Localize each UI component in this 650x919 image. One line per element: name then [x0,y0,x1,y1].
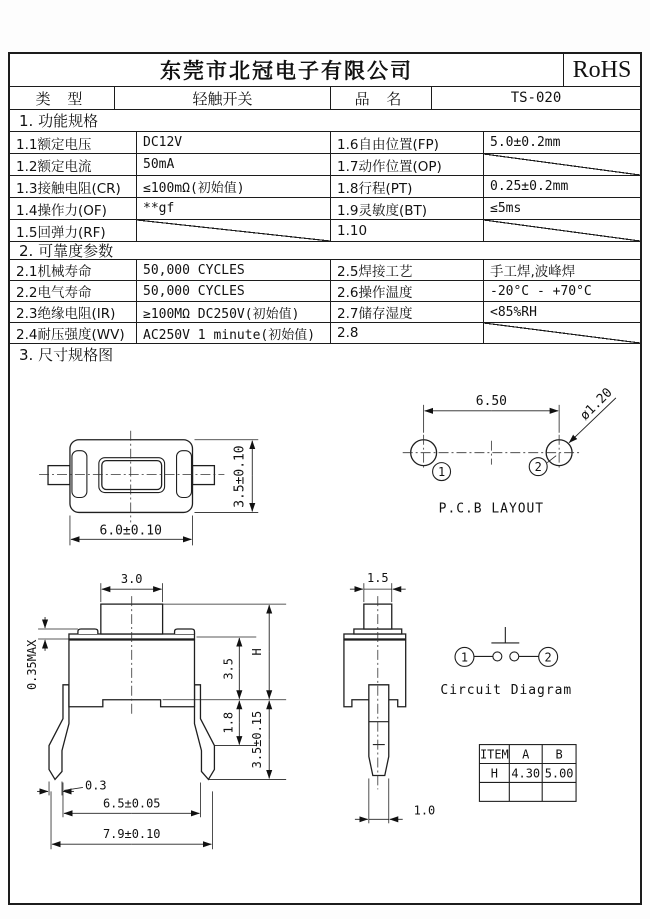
header-row [10,54,640,87]
datasheet-document [8,52,642,905]
type-row [10,87,640,110]
spec-row [10,323,640,344]
spec-value: **gf [137,198,331,219]
section-2-title: 2. 可靠度参数 [10,242,640,260]
front-lower-height-dim: 1.8 [221,711,236,734]
spec-label: 1.2额定电流 [10,154,137,175]
front-view-drawing [25,572,286,849]
spec-value: DC12V [137,132,331,153]
spec-value: AC250V 1 minute(初始值) [137,323,331,343]
top-view-height-dim: 3.5±0.10 [232,445,248,508]
pcb-layout-caption: P.C.B LAYOUT [438,501,545,517]
spec-value: 50,000 CYCLES [137,260,331,280]
front-upper-height-dim: 3.5 [221,658,236,680]
spec-value-na [484,154,640,175]
spec-label: 2.4耐压强度(WV) [10,323,137,343]
spec-value: 0.25±0.2mm [490,179,569,194]
front-leg-width-dim: 0.3 [85,778,107,793]
spec-row [10,302,640,323]
pcb-pin1-label: 1 [437,465,446,480]
spec-value: ≤5ms [490,201,522,216]
spec-row [10,220,640,242]
type-value: 轻触开关 [115,87,331,109]
spec-label: 1.8行程(PT) [331,176,484,197]
spec-row [10,281,640,302]
spec-value-na [484,220,640,241]
front-button-width-dim: 3.0 [120,572,143,587]
side-button-width-dim: 1.5 [367,571,389,586]
spec-label: 1.4操作力(OF) [10,198,137,219]
spec-row [10,154,640,176]
spec-label: 1.9灵敏度(BT) [331,198,484,219]
spec-label: 2.2电气寿命 [10,281,137,301]
circuit-diagram-caption: Circuit Diagram [440,682,573,698]
spec-label: 1.3接触电阻(CR) [10,176,137,197]
item-table-cell: 5.00 [544,766,574,781]
pcb-layout-drawing [403,385,616,516]
item-table-cell: 4.30 [511,766,541,781]
spec-label: 2.7储存湿度 [331,302,484,322]
dimension-drawing-svg [10,365,640,901]
item-table-header: B [555,747,563,762]
spec-label: 2.8 [331,323,484,343]
section-1-title: 1. 功能规格 [10,110,640,132]
front-total-height-dim: H [250,648,265,656]
spec-row [10,176,640,198]
section-3-title: 3. 尺寸规格图 [19,346,114,364]
spec-row [10,260,640,281]
spec-value-na [484,323,640,343]
spec-value: -20°C - +70°C [490,283,592,299]
spec-value: 50mA [137,154,331,175]
item-table-header: ITEM [479,747,509,762]
product-name-label: 品 名 [331,87,432,109]
spec-label: 1.1额定电压 [10,132,137,153]
spec-value-na [137,220,331,241]
dimension-drawing-area [10,365,640,901]
spec-label: 2.1机械寿命 [10,260,137,280]
side-pin-width-dim: 1.0 [413,803,436,818]
spec-label: 1.5回弹力(RF) [10,220,137,241]
item-table-cell: H [490,766,498,781]
circuit-pin2-label: 2 [544,650,552,665]
circuit-pin1-label: 1 [460,650,469,665]
spec-row [10,198,640,220]
circuit-diagram [440,627,572,698]
item-table [479,745,576,802]
side-view-drawing [344,571,435,823]
front-inner-span-dim: 6.5±0.05 [102,796,161,811]
front-lip-dim: 0.35MAX [25,639,40,691]
front-outer-span-dim: 7.9±0.10 [102,827,161,842]
spec-value: <85%RH [490,304,537,320]
spec-label: 2.6操作温度 [331,281,484,301]
spec-value: ≤100mΩ(初始值) [137,176,331,197]
spec-label: 1.10 [331,220,484,241]
spec-row [10,132,640,154]
spec-label: 1.7动作位置(OP) [331,154,484,175]
spec-value: 5.0±0.2mm [490,135,561,150]
spec-value: 50,000 CYCLES [137,281,331,301]
spec-value: ≥100MΩ DC250V(初始值) [137,302,331,322]
pcb-pitch-dim: 6.50 [475,393,507,409]
spec-label: 1.6自由位置(FP) [331,132,484,153]
item-table-header: A [522,747,530,762]
pcb-hole-diameter-dim: ø1.20 [577,385,616,424]
rohs-badge: RoHS [572,56,632,83]
spec-value: 手工焊,波峰焊 [490,264,576,280]
pcb-pin2-label: 2 [534,460,542,475]
type-label: 类 型 [10,87,115,109]
top-view-width-dim: 6.0±0.10 [99,523,162,539]
top-view-drawing [39,431,258,546]
product-name-value: TS-020 [510,90,562,106]
company-name: 东莞市北冠电子有限公司 [10,54,564,86]
spec-label: 2.5焊接工艺 [331,260,484,280]
spec-label: 2.3绝缘电阻(IR) [10,302,137,322]
front-lead-length-dim: 3.5±0.15 [250,710,265,769]
